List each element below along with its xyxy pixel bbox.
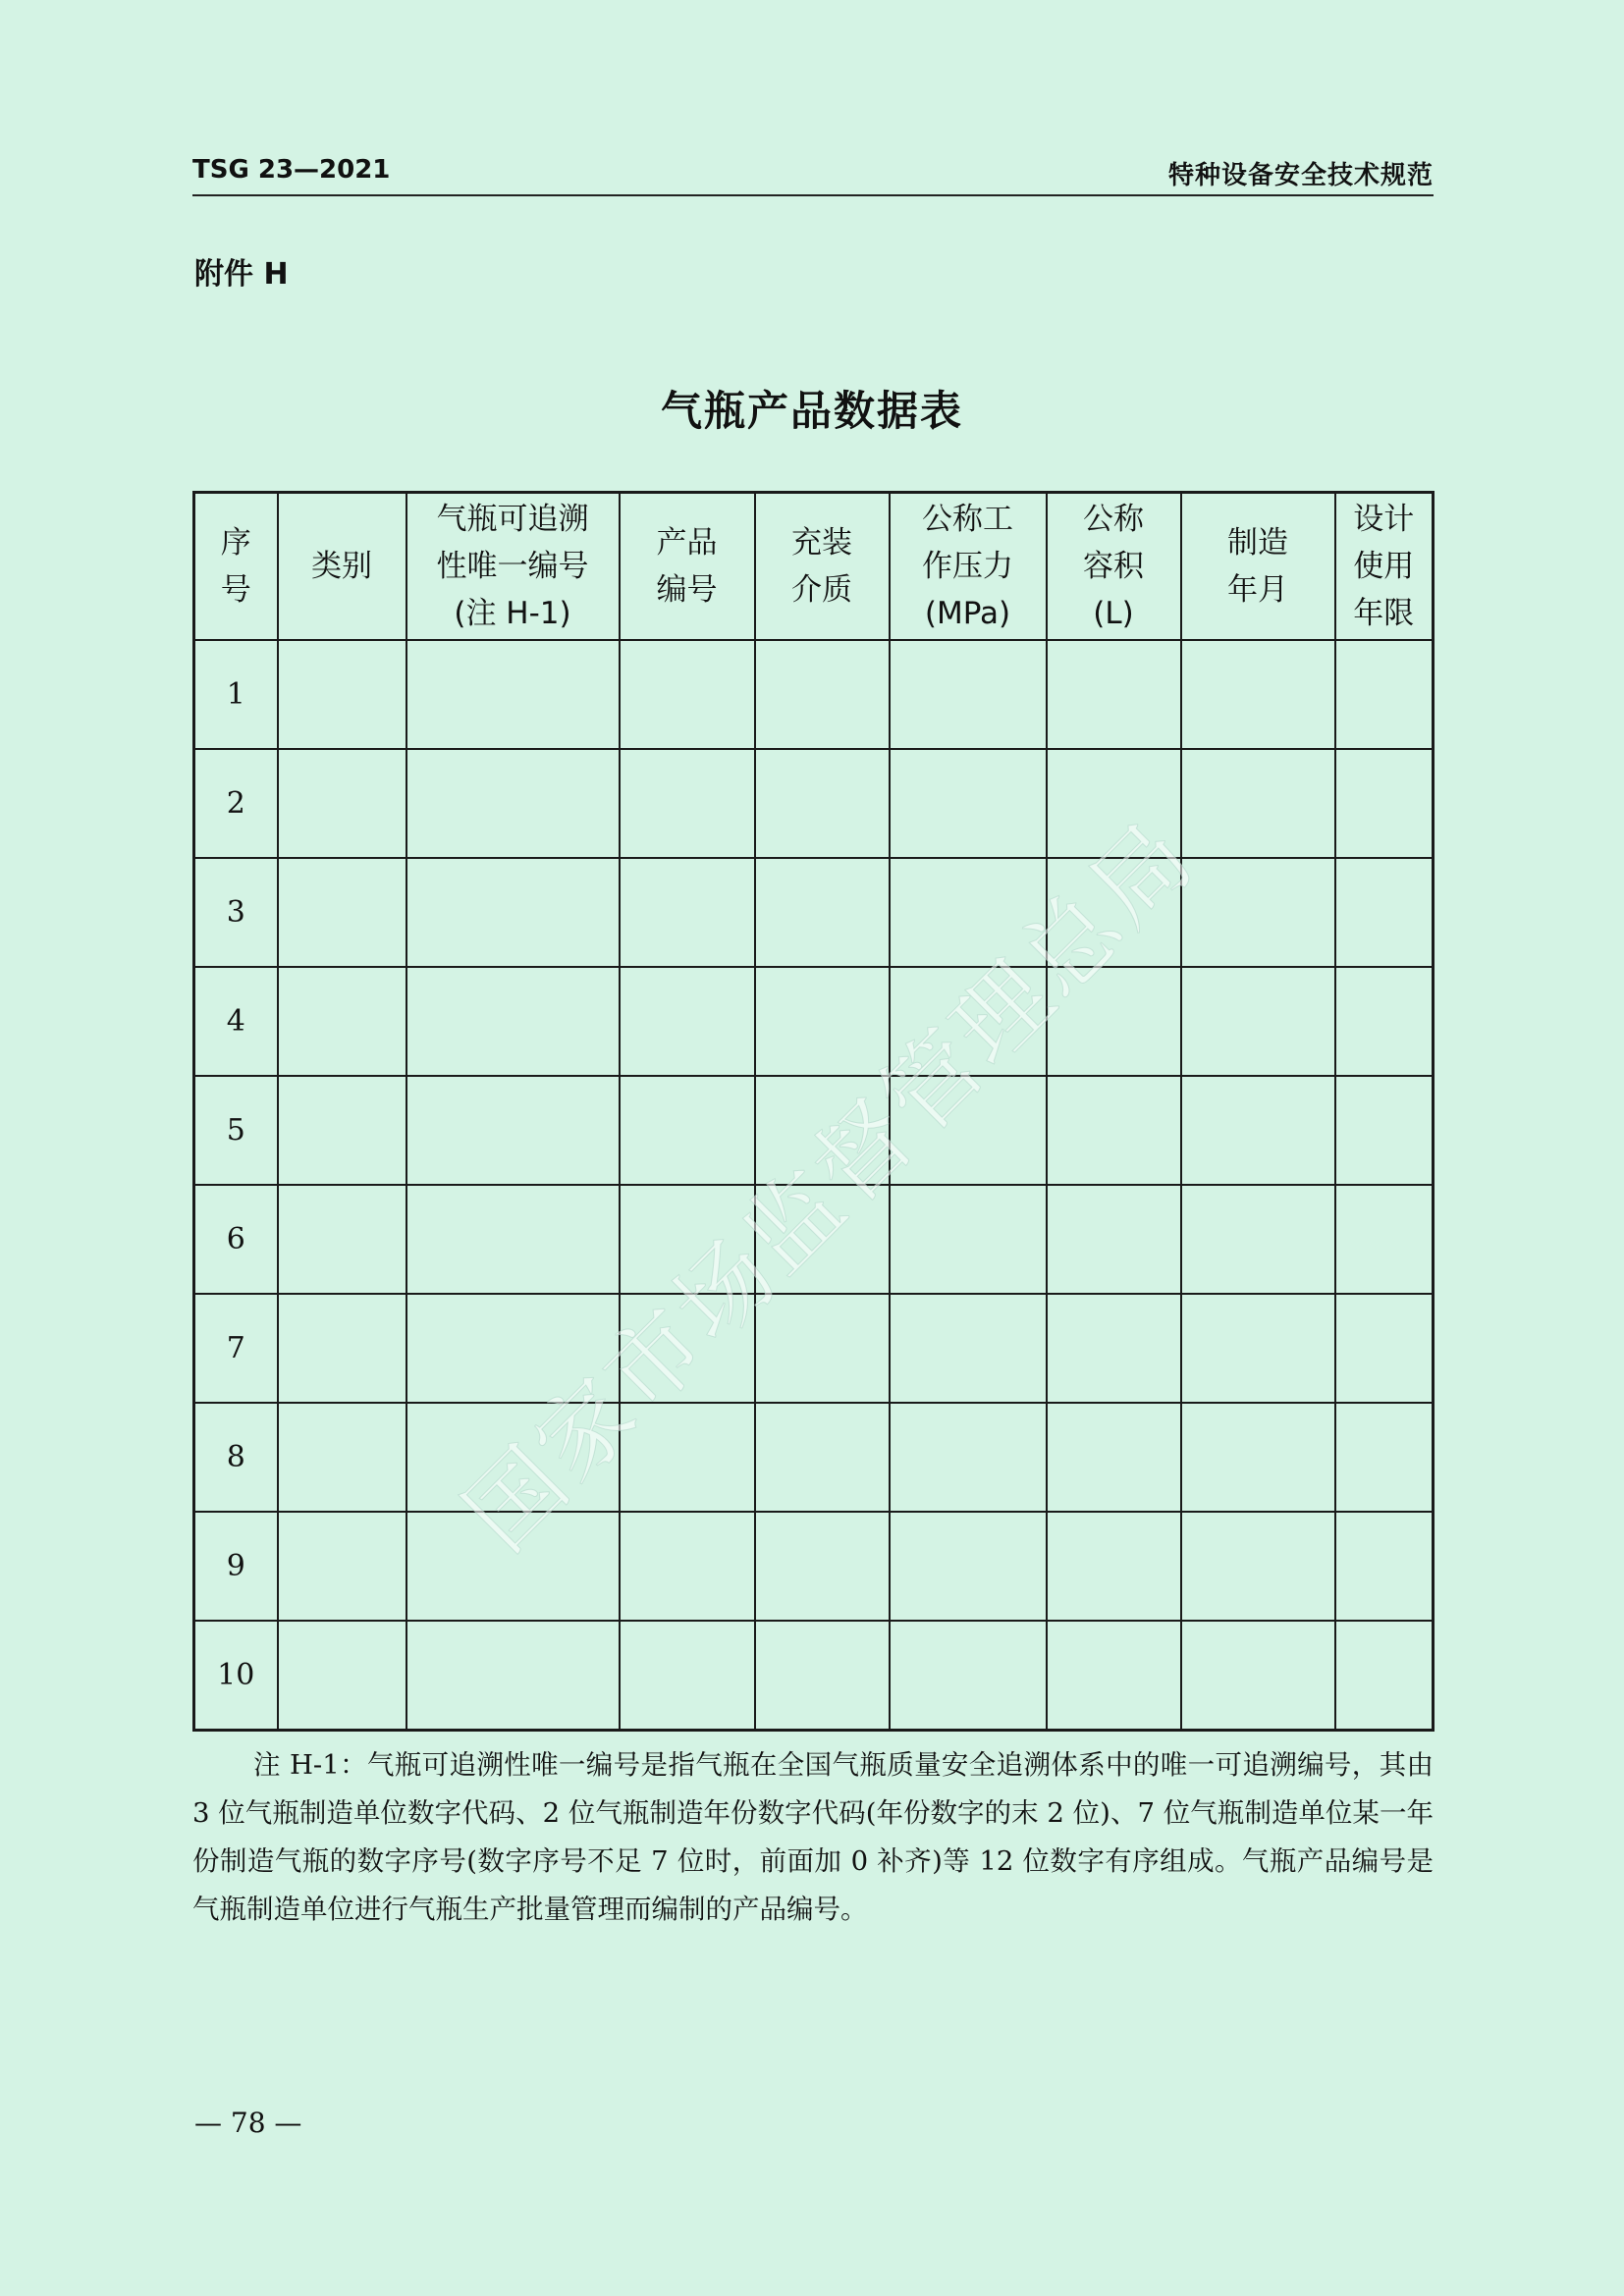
column-header-line: (L) [1093, 596, 1134, 631]
page-header [192, 155, 1434, 190]
column-header-line: 介质 [791, 572, 852, 608]
empty-cell [1335, 1403, 1434, 1512]
empty-cell [890, 858, 1047, 967]
column-header-line: 号 [220, 572, 251, 608]
empty-cell [620, 1076, 755, 1185]
empty-cell [1181, 1512, 1335, 1621]
watermark: 国家市场监督管理总局 [444, 799, 1217, 1572]
column-header-line: 编号 [656, 572, 718, 608]
empty-cell [755, 967, 890, 1076]
column-header [1335, 493, 1434, 641]
footnote-h1: 注 H-1：气瓶可追溯性唯一编号是指气瓶在全国气瓶质量安全追溯体系中的唯一可追溯编号，其由 3 位气瓶制造单位数字代码、2 位气瓶制造年份数字代码(年份数字的末 2 位)、7 位气瓶制造单位某一年份制造气瓶的数字序号(数字序号不足 7 位时，前面加 0 补齐)等 12 位数字有序组成。气瓶产品编号是气瓶制造单位进行气瓶生产批量管理而编制的产品编号。 [192, 1749, 1434, 1925]
column-header-line: (MPa) [924, 596, 1011, 631]
empty-cell [1047, 1185, 1181, 1294]
empty-cell [1335, 1076, 1434, 1185]
empty-cell [620, 1512, 755, 1621]
column-header [890, 493, 1047, 641]
empty-cell [620, 640, 755, 749]
row-number: 4 [194, 967, 278, 1076]
table-row [194, 1621, 1434, 1731]
empty-cell [1047, 1512, 1181, 1621]
column-header-line: 产品 [656, 525, 718, 561]
empty-cell [1335, 1512, 1434, 1621]
table-row [194, 1512, 1434, 1621]
column-header [194, 493, 278, 641]
empty-cell [1181, 1185, 1335, 1294]
empty-cell [1047, 1076, 1181, 1185]
empty-cell [1335, 640, 1434, 749]
empty-cell [755, 1185, 890, 1294]
table-row [194, 1294, 1434, 1403]
empty-cell [1047, 749, 1181, 858]
empty-cell [406, 1185, 620, 1294]
column-header-line: 年月 [1227, 572, 1288, 608]
empty-cell [278, 1294, 406, 1403]
standard-code: TSG 23—2021 [192, 155, 391, 185]
empty-cell [1181, 640, 1335, 749]
empty-cell [1181, 967, 1335, 1076]
table-row [194, 1403, 1434, 1512]
empty-cell [890, 1621, 1047, 1731]
empty-cell [620, 858, 755, 967]
empty-cell [1335, 1185, 1434, 1294]
empty-cell [890, 1403, 1047, 1512]
page-number: — 78 — [194, 2107, 302, 2139]
empty-cell [1047, 967, 1181, 1076]
empty-cell [1047, 1294, 1181, 1403]
empty-cell [620, 1621, 755, 1731]
table-header-row [194, 493, 1434, 641]
row-number: 7 [194, 1294, 278, 1403]
empty-cell [755, 1294, 890, 1403]
column-header-line: 序 [220, 525, 251, 561]
empty-cell [1047, 640, 1181, 749]
empty-cell [1335, 1621, 1434, 1731]
empty-cell [278, 1512, 406, 1621]
empty-cell [890, 1512, 1047, 1621]
empty-cell [890, 749, 1047, 858]
table-row [194, 749, 1434, 858]
empty-cell [406, 1403, 620, 1512]
page-title: 气瓶产品数据表 [660, 387, 963, 435]
column-header-line: 类别 [311, 549, 372, 584]
empty-cell [1335, 858, 1434, 967]
row-number: 5 [194, 1076, 278, 1185]
empty-cell [1335, 967, 1434, 1076]
empty-cell [620, 967, 755, 1076]
empty-cell [890, 640, 1047, 749]
empty-cell [620, 1185, 755, 1294]
empty-cell [278, 1185, 406, 1294]
empty-cell [406, 640, 620, 749]
appendix-label: 附件 H [194, 257, 289, 292]
empty-cell [755, 1076, 890, 1185]
row-number: 6 [194, 1185, 278, 1294]
empty-cell [406, 1512, 620, 1621]
empty-cell [278, 858, 406, 967]
empty-cell [1181, 1076, 1335, 1185]
column-header [406, 493, 620, 641]
empty-cell [278, 1403, 406, 1512]
empty-cell [890, 1294, 1047, 1403]
empty-cell [406, 1294, 620, 1403]
column-header-line: 设计 [1353, 502, 1415, 537]
regulation-category: 特种设备安全技术规范 [1167, 161, 1434, 190]
column-header-line: 使用 [1353, 549, 1415, 584]
empty-cell [755, 1512, 890, 1621]
row-number: 1 [194, 640, 278, 749]
column-header-line: 作压力 [922, 549, 1013, 584]
empty-cell [278, 640, 406, 749]
column-header-line: 制造 [1227, 525, 1288, 561]
column-header [620, 493, 755, 641]
empty-cell [620, 1403, 755, 1512]
empty-cell [755, 1403, 890, 1512]
row-number: 9 [194, 1512, 278, 1621]
empty-cell [1181, 1403, 1335, 1512]
empty-cell [1181, 1621, 1335, 1731]
empty-cell [278, 1621, 406, 1731]
empty-cell [890, 967, 1047, 1076]
empty-cell [1335, 1294, 1434, 1403]
table-row [194, 640, 1434, 749]
row-number: 2 [194, 749, 278, 858]
row-number: 8 [194, 1403, 278, 1512]
empty-cell [1181, 1294, 1335, 1403]
empty-cell [278, 967, 406, 1076]
column-header-line: 气瓶可追溯 [436, 502, 589, 537]
empty-cell [755, 749, 890, 858]
column-header-line: 性唯一编号 [436, 549, 589, 584]
column-header-line: 充装 [791, 525, 852, 561]
empty-cell [1181, 858, 1335, 967]
column-header-line: 公称 [1083, 502, 1144, 537]
empty-cell [1047, 1621, 1181, 1731]
empty-cell [620, 749, 755, 858]
column-header [1181, 493, 1335, 641]
header-divider [192, 194, 1434, 196]
row-number: 10 [194, 1621, 278, 1731]
empty-cell [1047, 1403, 1181, 1512]
table-row [194, 967, 1434, 1076]
column-header-line: 年限 [1353, 596, 1415, 631]
column-header [755, 493, 890, 641]
table-body [194, 640, 1434, 1731]
empty-cell [890, 1076, 1047, 1185]
empty-cell [755, 640, 890, 749]
column-header-line: 容积 [1083, 549, 1144, 584]
column-header [1047, 493, 1181, 641]
empty-cell [890, 1185, 1047, 1294]
cylinder-data-table [192, 491, 1435, 1732]
empty-cell [406, 1076, 620, 1185]
empty-cell [620, 1294, 755, 1403]
empty-cell [406, 749, 620, 858]
empty-cell [755, 1621, 890, 1731]
column-header [278, 493, 406, 641]
empty-cell [278, 1076, 406, 1185]
empty-cell [1335, 749, 1434, 858]
empty-cell [278, 749, 406, 858]
empty-cell [406, 1621, 620, 1731]
empty-cell [1181, 749, 1335, 858]
table-row [194, 1185, 1434, 1294]
table-row [194, 1076, 1434, 1185]
empty-cell [1047, 858, 1181, 967]
empty-cell [406, 967, 620, 1076]
table-row [194, 858, 1434, 967]
row-number: 3 [194, 858, 278, 967]
empty-cell [755, 858, 890, 967]
column-header-line: (注 H-1) [454, 596, 571, 631]
empty-cell [406, 858, 620, 967]
column-header-line: 公称工 [922, 502, 1013, 537]
